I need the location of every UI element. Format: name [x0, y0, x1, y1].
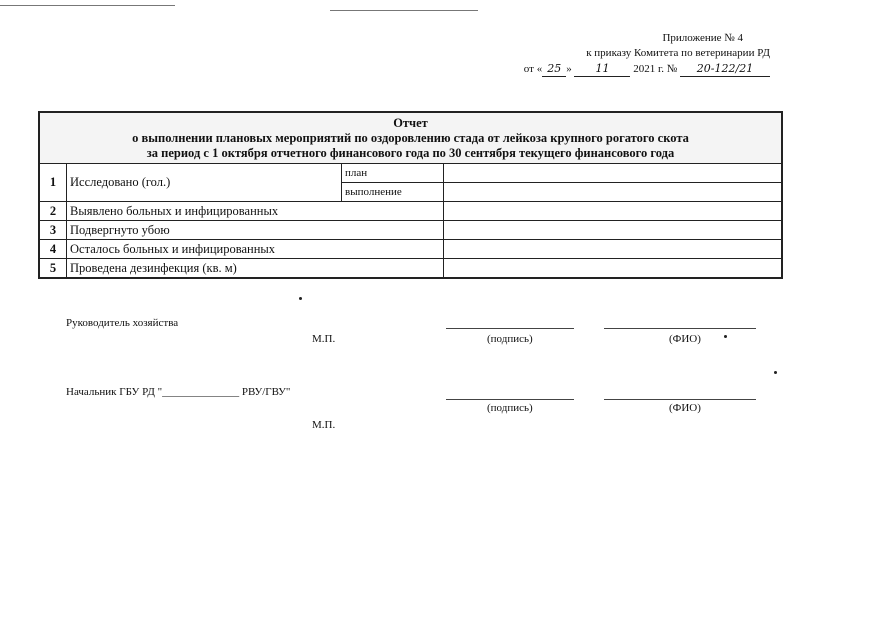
- row-label: Исследовано (гол.): [67, 164, 342, 202]
- row-value-done[interactable]: [444, 183, 782, 202]
- row-value[interactable]: [444, 259, 782, 278]
- report-table: [38, 111, 783, 279]
- top-rule-left: [0, 5, 175, 6]
- signature-caption: (подпись): [487, 402, 533, 414]
- stamp-label: М.П.: [312, 419, 336, 431]
- annex-month: 11: [574, 61, 630, 77]
- row-number: 4: [40, 240, 67, 259]
- report-header: [40, 113, 781, 164]
- top-rule-right: [330, 10, 478, 11]
- stamp-label: М.П.: [312, 333, 336, 345]
- report-subtitle-1: о выполнении плановых мероприятий по оздоровлению стада от лейкоза крупного рогатого скота: [132, 131, 689, 145]
- signature-line[interactable]: [446, 328, 574, 329]
- annex-date-line: [500, 61, 770, 77]
- row-number: 2: [40, 202, 67, 221]
- row-sub-plan: план: [342, 164, 444, 183]
- annex-day-close: »: [566, 63, 572, 75]
- scan-speck: [299, 297, 302, 300]
- annex-day: 25: [542, 61, 566, 77]
- head-farm-label: Руководитель хозяйства: [66, 317, 179, 329]
- annex-title: Приложение № 4: [662, 32, 743, 44]
- row-number: 3: [40, 221, 67, 240]
- fio-line[interactable]: [604, 399, 756, 400]
- table-row: [40, 202, 781, 221]
- row-value[interactable]: [444, 202, 782, 221]
- head-gbu-label: Начальник ГБУ РД "______________ РВУ/ГВУ": [66, 386, 291, 398]
- fio-line[interactable]: [604, 328, 756, 329]
- annex-block: [500, 31, 770, 77]
- table-row: [40, 240, 781, 259]
- scan-speck: [724, 335, 727, 338]
- row-label: Выявлено больных и инфицированных: [67, 202, 444, 221]
- report-title: Отчет: [393, 116, 428, 130]
- report-rows: [40, 164, 781, 277]
- fio-caption: (ФИО): [669, 402, 701, 414]
- signature-caption: (подпись): [487, 333, 533, 345]
- row-label: Подвергнуто убою: [67, 221, 444, 240]
- row-value-plan[interactable]: [444, 164, 782, 183]
- row-number: 1: [40, 164, 67, 202]
- scan-speck: [774, 371, 777, 374]
- annex-year-label: 2021 г. №: [633, 63, 678, 75]
- table-row: [40, 221, 781, 240]
- annex-from-label: от «: [523, 63, 543, 75]
- row-value[interactable]: [444, 221, 782, 240]
- row-label: Проведена дезинфекция (кв. м): [67, 259, 444, 278]
- table-row: [40, 259, 781, 278]
- report-subtitle-2: за период с 1 октября отчетного финансового года по 30 сентября текущего финансового года: [146, 146, 675, 160]
- row-label: Осталось больных и инфицированных: [67, 240, 444, 259]
- table-row: [40, 164, 781, 183]
- row-value[interactable]: [444, 240, 782, 259]
- annex-order-number: 20-122/21: [680, 61, 770, 77]
- fio-caption: (ФИО): [669, 333, 701, 345]
- row-number: 5: [40, 259, 67, 278]
- signature-line[interactable]: [446, 399, 574, 400]
- annex-order-ref: к приказу Комитета по ветеринарии РД: [586, 47, 770, 59]
- row-sub-done: выполнение: [342, 183, 444, 202]
